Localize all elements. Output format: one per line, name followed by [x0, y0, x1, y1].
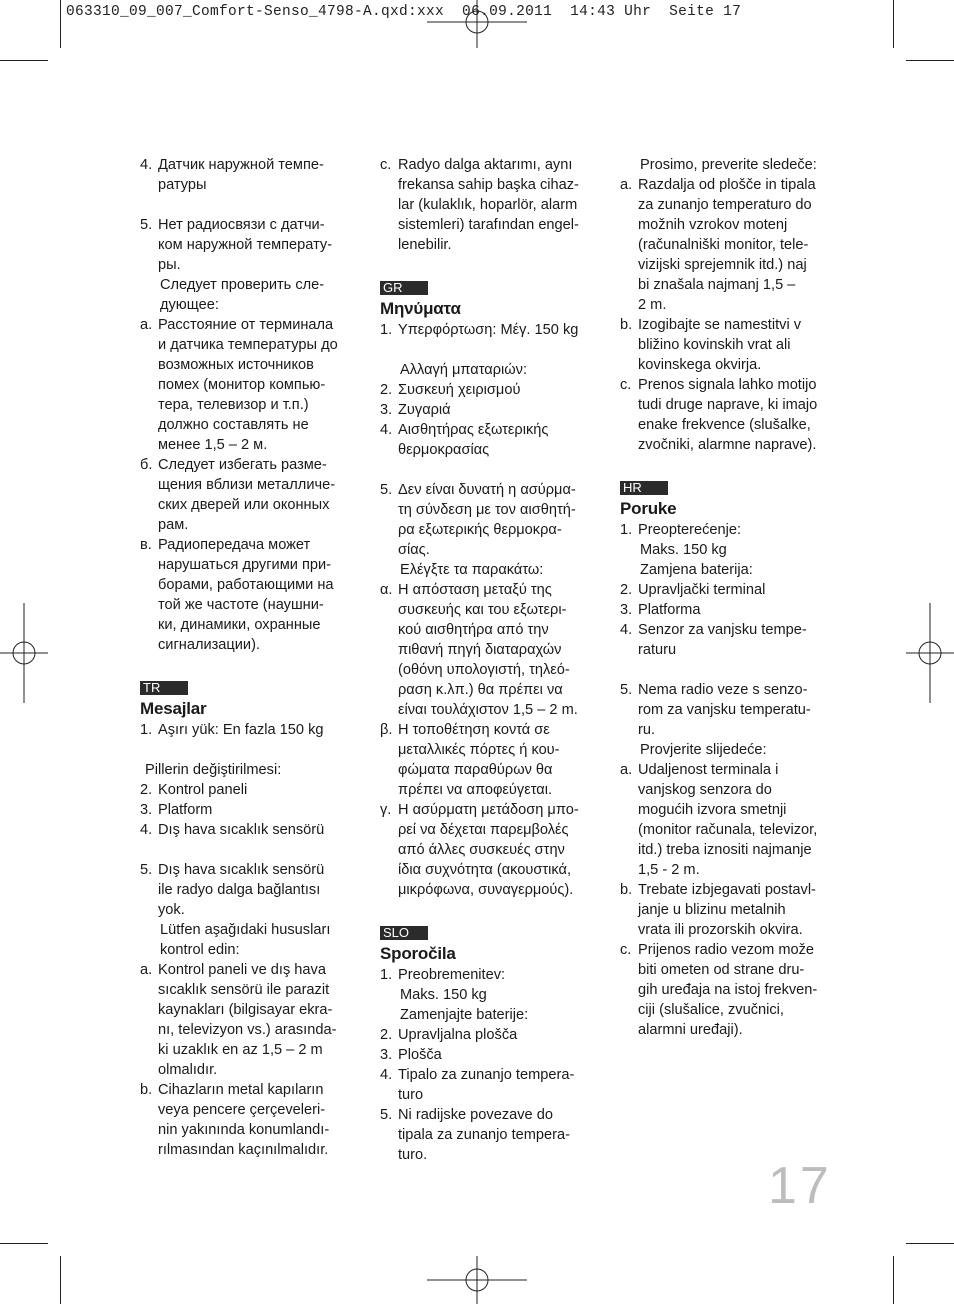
page-number: 17	[768, 1157, 832, 1215]
list-item: 5. Dış hava sıcaklık sensörü ile radyo dalga bağlantısı yok.	[140, 862, 325, 918]
list-item: a. Kontrol paneli ve dış hava sıcaklık sensörü ile parazit kaynakları (bilgisayar ekra- nı, televizyon vs.) arasında- ki uzaklık en az 1,5 – 2 m olmalıdır.	[140, 962, 337, 1078]
section-title-hr: Poruke	[620, 499, 677, 518]
section-title-tr: Mesajlar	[140, 699, 207, 718]
list-item: 2. Συσκευή χειρισμού	[380, 382, 521, 398]
list-item: γ. Η ασύρματη μετάδοση μπο- ρεί να δέχεται παρεμβολές από άλλες συσκευές στην ίδια συχνότητα (ακουστικά, μικρόφωνα, συναγερμούς).	[380, 802, 579, 898]
list-item: a. Razdalja od plošče in tipala za zunanjo temperaturo do možnih vzrokov motenj (računalniški monitor, tele- vizijski sprejemnik itd.) naj bi znašala najmanj 1,5 – 2 m.	[620, 177, 816, 313]
list-item: 4. Tipalo za zunanjo tempera- turo	[380, 1067, 575, 1103]
sub-heading: Αλλαγή μπαταριών:	[400, 362, 528, 378]
registration-mark-left	[0, 603, 48, 703]
crop-mark	[60, 0, 61, 48]
list-item: 5. Δεν είναι δυνατή η ασύρμα- τη σύνδεση με τον αισθητή- ρα εξωτερικής θερμοκρα- σίας.	[380, 482, 576, 558]
list-item: 1. Preobremenitev:	[380, 967, 506, 983]
list-item: c. Prijenos radio vezom može biti ometen od strane dru- gih uređaja na istoj frekven- ciji (slušalice, zvučnici, alarmni uređaji).	[620, 942, 818, 1038]
column-2	[380, 155, 605, 1165]
list-item: а. Расстояние от терминала и датчика температуры до возможных источников помех (монитор компью- тера, телевизор и т.п.) должно составлять не менее 1,5 – 2 м.	[140, 317, 338, 453]
list-item: 3. Platform	[140, 802, 213, 818]
list-item: β. Η τοποθέτηση κοντά σε μεταλλικές πόρτες ή κου- φώματα παραθύρων θα πρέπει να αποφεύγεται.	[380, 722, 560, 798]
registration-mark-right	[906, 603, 954, 703]
check-note: Следует проверить сле- дующее:	[160, 277, 325, 313]
sub-heading: Maks. 150 kg Zamenjajte baterije:	[400, 987, 529, 1023]
column-3	[620, 155, 845, 1040]
list-item: 3. Platforma	[620, 602, 701, 618]
crop-mark	[0, 60, 48, 61]
list-item: b. Izogibajte se namestitvi v bližino kovinskih vrat ali kovinskega okvirja.	[620, 317, 802, 373]
list-item: 3. Plošča	[380, 1047, 442, 1063]
list-item: 5. Нет радиосвязи с датчи- ком наружной температу- ры.	[140, 217, 333, 273]
crop-mark	[893, 0, 894, 48]
crop-mark	[906, 1243, 954, 1244]
check-note: Provjerite slijedeće:	[640, 742, 767, 758]
list-item: c. Radyo dalga aktarımı, aynı frekansa sahip başka cihaz- lar (kulaklık, hoparlör, alarm sistemleri) tarafından engel- lenebilir.	[380, 157, 579, 253]
list-item: α. Η απόσταση μεταξύ της συσκευής και του εξωτερι- κού αισθητήρα από την πιθανή πηγή διαταραχών (οθόνη υπολογιστή, τηλεό- ραση κ.λπ.) θα πρέπει να είναι τουλάχιστον 1,5 – 2 m.	[380, 582, 578, 718]
list-item: 5. Nema radio veze s senzo- rom za vanjsku temperatu- ru.	[620, 682, 811, 738]
list-item: a. Udaljenost terminala i vanjskog senzora do mogućih izvora smetnji (monitor računala, televizor, itd.) treba iznositi najmanje 1,5 - 2 m.	[620, 762, 818, 878]
check-note: Prosimo, preverite sledeče:	[640, 157, 817, 173]
section-title-slo: Sporočila	[380, 944, 456, 963]
list-item: 4. Αισθητήρας εξωτερικής θερμοκρασίας	[380, 422, 549, 458]
list-item: 2. Kontrol paneli	[140, 782, 248, 798]
sub-heading: Pillerin değiştirilmesi:	[145, 762, 282, 778]
list-item: 4. Senzor za vanjsku tempe- raturu	[620, 622, 807, 658]
list-item: b. Trebate izbjegavati postavl- janje u blizinu metalnih vrata ili prozorskih okvira.	[620, 882, 816, 938]
crop-mark	[60, 1256, 61, 1304]
crop-mark	[906, 60, 954, 61]
crop-mark	[0, 1243, 48, 1244]
print-slug: 063310_09_007_Comfort-Senso_4798-A.qxd:xxx 06.09.2011 14:43 Uhr Seite 17	[66, 4, 742, 20]
list-item: 4. Датчик наружной темпе- ратуры	[140, 157, 324, 193]
list-item: б. Следует избегать разме- щения вблизи металличе- ских дверей или оконных рам.	[140, 457, 336, 533]
list-item: 4. Dış hava sıcaklık sensörü	[140, 822, 325, 838]
list-item: 5. Ni radijske povezave do tipala za zunanjo tempera- turo.	[380, 1107, 570, 1163]
column-1	[140, 155, 365, 1160]
language-tag-tr: TR	[140, 681, 188, 695]
list-item: b. Cihazların metal kapıların veya pencere çerçeveleri- nin yakınında konumlandı- rılmasından kaçınılmalıdır.	[140, 1082, 330, 1158]
list-item: 1. Υπερφόρτωση: Μέγ. 150 kg	[380, 322, 579, 338]
list-item: 3. Ζυγαριά	[380, 402, 451, 418]
list-item: 1. Preopterećenje:	[620, 522, 742, 538]
registration-mark-bottom	[427, 1256, 527, 1304]
check-note: Ελέγξτε τα παρακάτω:	[400, 562, 544, 578]
list-item: 2. Upravljački terminal	[620, 582, 766, 598]
crop-mark	[893, 1256, 894, 1304]
list-item: c. Prenos signala lahko motijo tudi druge naprave, ki imajo enake frekvence (slušalke, zvočniki, alarmne naprave).	[620, 377, 818, 453]
check-note: Lütfen aşağıdaki hususları kontrol edin:	[160, 922, 331, 958]
list-item: в. Радиопередача может нарушаться другими при- борами, работающими на той же частоте (наушни- ки, динамики, охранные сигнализации).	[140, 537, 334, 653]
language-tag-slo: SLO	[380, 926, 428, 940]
language-tag-gr: GR	[380, 281, 428, 295]
language-tag-hr: HR	[620, 481, 668, 495]
list-item: 1. Aşırı yük: En fazla 150 kg	[140, 722, 324, 738]
registration-mark-top	[427, 0, 527, 48]
sub-heading: Maks. 150 kg Zamjena baterija:	[640, 542, 753, 578]
section-title-gr: Μηνύματα	[380, 299, 461, 318]
list-item: 2. Upravljalna plošča	[380, 1027, 518, 1043]
